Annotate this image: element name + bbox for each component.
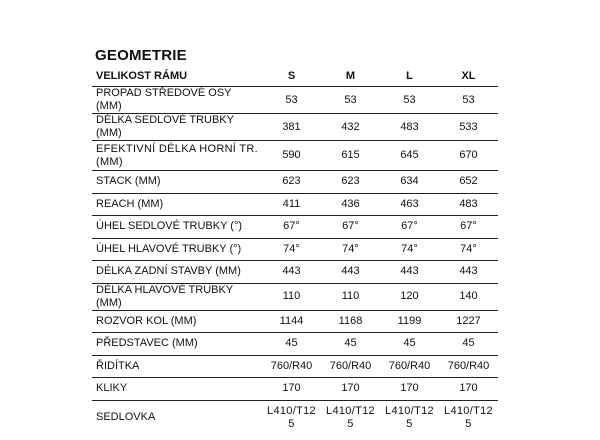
table-cell: 110	[321, 283, 380, 310]
table-cell: 67°	[321, 216, 380, 239]
table-cell: 1168	[321, 310, 380, 333]
table-cell: 120	[380, 283, 439, 310]
table-row	[92, 216, 498, 239]
table-row	[92, 193, 498, 216]
table-cell: 67°	[439, 216, 498, 239]
table-cell: 170	[380, 378, 439, 401]
table-cell: L410/T125	[267, 404, 316, 430]
column-header-size-m: M	[321, 67, 380, 87]
table-cell: 74°	[321, 238, 380, 261]
table-row	[92, 310, 498, 333]
row-label: DÉLKA SEDLOVÉ TRUBKY (MM)	[92, 114, 262, 141]
table-cell: 170	[439, 378, 498, 401]
row-label: ÚHEL HLAVOVÉ TRUBKY (°)	[92, 238, 262, 261]
table-cell: 140	[439, 283, 498, 310]
table-cell: 760/R40	[321, 355, 380, 378]
table-cell: 432	[321, 114, 380, 141]
row-label: SEDLOVKA	[96, 411, 156, 423]
table-cell: 652	[439, 171, 498, 194]
table-cell: L410/T125	[326, 404, 375, 430]
geometry-table	[92, 67, 498, 435]
table-cell: 670	[439, 141, 498, 171]
table-row	[92, 171, 498, 194]
table-row	[92, 283, 498, 310]
table-row	[92, 114, 498, 141]
table-cell: 760/R40	[439, 355, 498, 378]
table-cell: 760/R40	[380, 355, 439, 378]
table-cell: 53	[262, 87, 321, 114]
table-cell: 74°	[439, 238, 498, 261]
table-row	[92, 355, 498, 378]
table-cell: 45	[439, 333, 498, 356]
table-row	[92, 261, 498, 284]
row-label: EFEKTIVNÍ DÉLKA HORNÍ TR. (MM)	[92, 141, 262, 171]
table-cell: 74°	[380, 238, 439, 261]
table-cell: 760/R40	[262, 355, 321, 378]
row-label: DÉLKA HLAVOVÉ TRUBKY (MM)	[92, 283, 262, 310]
row-label: PŘEDSTAVEC (MM)	[92, 333, 262, 356]
row-label: KLIKY	[92, 378, 262, 401]
table-cell: 53	[380, 87, 439, 114]
table-cell: 443	[262, 261, 321, 284]
table-cell: 170	[262, 378, 321, 401]
table-cell: 411	[262, 193, 321, 216]
table-cell: 381	[262, 114, 321, 141]
row-label: ÚHEL SEDLOVÉ TRUBKY (°)	[92, 216, 262, 239]
table-cell: 45	[321, 333, 380, 356]
table-cell: 645	[380, 141, 439, 171]
table-cell: 45	[380, 333, 439, 356]
column-header-size-s: S	[262, 67, 321, 87]
table-cell: 483	[439, 193, 498, 216]
table-cell: L410/T125	[444, 404, 493, 430]
column-header-frame-size: VELIKOST RÁMU	[92, 67, 262, 87]
column-header-size-l: L	[380, 67, 439, 87]
row-label: ŘIDÍTKA	[92, 355, 262, 378]
table-row	[92, 87, 498, 114]
table-cell: 53	[439, 87, 498, 114]
table-cell: 110	[262, 283, 321, 310]
table-cell: 67°	[380, 216, 439, 239]
table-row	[92, 333, 498, 356]
table-cell: 443	[380, 261, 439, 284]
table-cell: 623	[321, 171, 380, 194]
table-cell: 463	[380, 193, 439, 216]
table-cell: 1199	[380, 310, 439, 333]
table-cell: 170	[321, 378, 380, 401]
table-cell: 443	[439, 261, 498, 284]
table-cell: 634	[380, 171, 439, 194]
table-cell: 623	[262, 171, 321, 194]
table-cell: 615	[321, 141, 380, 171]
table-cell: 67°	[262, 216, 321, 239]
table-cell: L410/T125	[385, 404, 434, 430]
table-cell: 53	[321, 87, 380, 114]
row-label: ROZVOR KOL (MM)	[92, 310, 262, 333]
table-row	[92, 400, 498, 435]
row-label: PROPAD STŘEDOVÉ OSY (MM)	[92, 87, 262, 114]
table-cell: 533	[439, 114, 498, 141]
table-cell: 590	[262, 141, 321, 171]
table-cell: 443	[321, 261, 380, 284]
table-cell: 45	[262, 333, 321, 356]
row-label: STACK (MM)	[92, 171, 262, 194]
table-cell: 483	[380, 114, 439, 141]
column-header-size-xl: XL	[439, 67, 498, 87]
row-label: DÉLKA ZADNÍ STAVBY (MM)	[92, 261, 262, 284]
table-row	[92, 141, 498, 171]
table-header-row	[92, 67, 498, 87]
table-cell: 1227	[439, 310, 498, 333]
table-cell: 74°	[262, 238, 321, 261]
table-row	[92, 378, 498, 401]
row-label: REACH (MM)	[92, 193, 262, 216]
table-row	[92, 238, 498, 261]
table-cell: 436	[321, 193, 380, 216]
page-title: GEOMETRIE	[95, 47, 187, 64]
table-cell: 1144	[262, 310, 321, 333]
